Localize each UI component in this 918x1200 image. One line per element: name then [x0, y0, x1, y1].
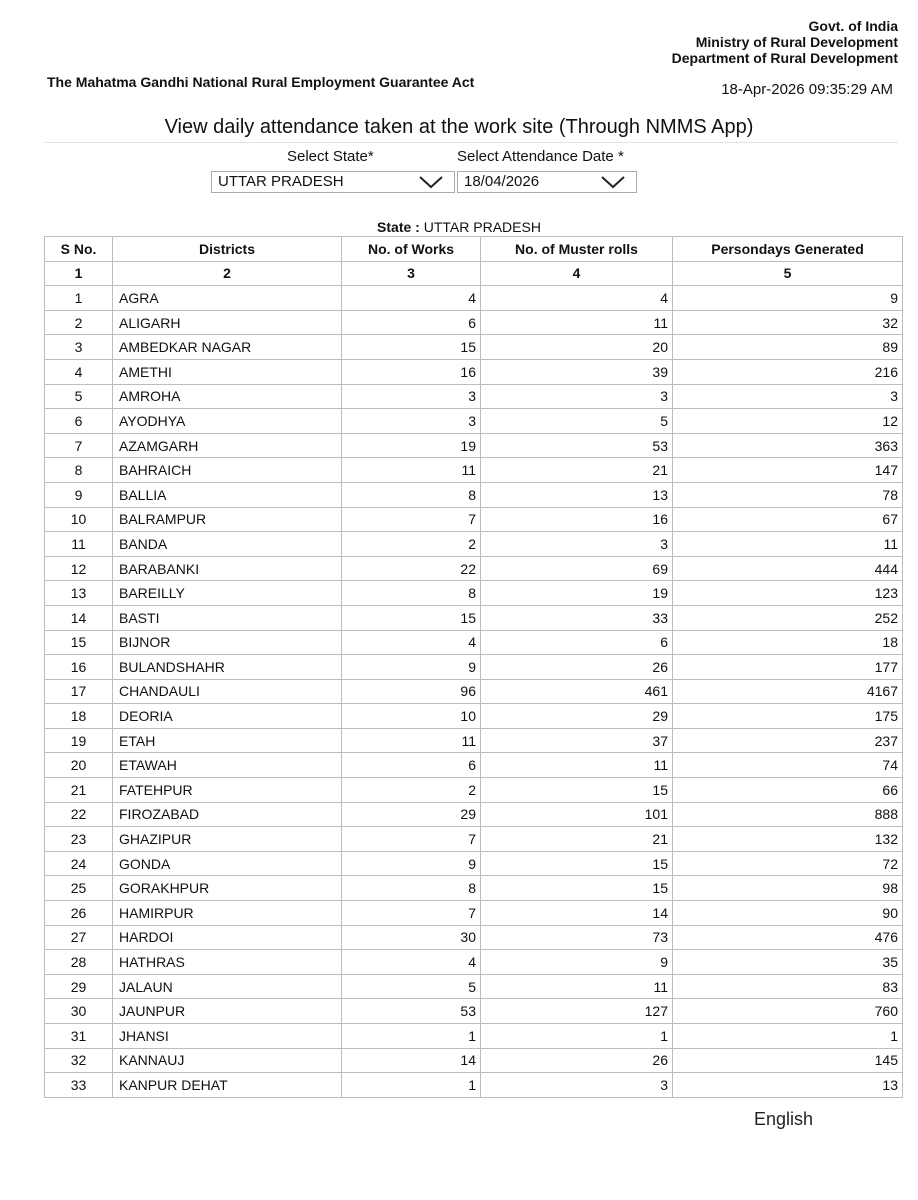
cell-no-of-works: 16	[342, 359, 481, 384]
cell-s-no: 1	[45, 286, 113, 311]
cell-persondays: 3	[673, 384, 903, 409]
cell-persondays: 147	[673, 458, 903, 483]
cell-persondays: 444	[673, 556, 903, 581]
cell-no-of-works: 7	[342, 827, 481, 852]
cell-no-of-works: 1	[342, 1024, 481, 1049]
cell-district[interactable]: BASTI	[113, 605, 342, 630]
cell-persondays: 175	[673, 704, 903, 729]
cell-no-of-muster-rolls: 73	[481, 925, 673, 950]
cell-no-of-muster-rolls: 4	[481, 286, 673, 311]
cell-s-no: 32	[45, 1048, 113, 1073]
cell-district[interactable]: AYODHYA	[113, 409, 342, 434]
cell-no-of-works: 8	[342, 482, 481, 507]
cell-no-of-muster-rolls: 11	[481, 753, 673, 778]
table-row	[45, 974, 903, 999]
cell-district[interactable]: ETAH	[113, 728, 342, 753]
cell-no-of-muster-rolls: 3	[481, 1073, 673, 1098]
cell-s-no: 11	[45, 532, 113, 557]
cell-persondays: 252	[673, 605, 903, 630]
cell-district[interactable]: HARDOI	[113, 925, 342, 950]
cell-s-no: 23	[45, 827, 113, 852]
cell-district[interactable]: HATHRAS	[113, 950, 342, 975]
cell-no-of-works: 7	[342, 901, 481, 926]
language-button[interactable]: English	[754, 1109, 814, 1129]
cell-district[interactable]: JAUNPUR	[113, 999, 342, 1024]
cell-district[interactable]: GONDA	[113, 851, 342, 876]
cell-s-no: 28	[45, 950, 113, 975]
cell-s-no: 17	[45, 679, 113, 704]
cell-no-of-works: 15	[342, 335, 481, 360]
table-row	[45, 851, 903, 876]
table-row	[45, 286, 903, 311]
cell-no-of-works: 9	[342, 655, 481, 680]
cell-no-of-muster-rolls: 461	[481, 679, 673, 704]
table-row	[45, 335, 903, 360]
cell-no-of-muster-rolls: 101	[481, 802, 673, 827]
cell-no-of-muster-rolls: 53	[481, 433, 673, 458]
table-row	[45, 753, 903, 778]
cell-persondays: 132	[673, 827, 903, 852]
cell-s-no: 9	[45, 482, 113, 507]
cell-district[interactable]: AZAMGARH	[113, 433, 342, 458]
cell-persondays: 123	[673, 581, 903, 606]
cell-no-of-works: 15	[342, 605, 481, 630]
state-caption	[0, 219, 918, 235]
cell-district[interactable]: BALLIA	[113, 482, 342, 507]
ministry-header	[672, 18, 898, 66]
state-select-label-text: Select State	[287, 148, 368, 165]
table-row	[45, 384, 903, 409]
cell-persondays: 74	[673, 753, 903, 778]
table-row	[45, 999, 903, 1024]
cell-persondays: 35	[673, 950, 903, 975]
department-label: Department of Rural Development	[671, 50, 898, 66]
cell-no-of-works: 22	[342, 556, 481, 581]
table-row	[45, 704, 903, 729]
cell-persondays: 363	[673, 433, 903, 458]
cell-s-no: 4	[45, 359, 113, 384]
cell-no-of-muster-rolls: 16	[481, 507, 673, 532]
cell-no-of-works: 9	[342, 851, 481, 876]
cell-no-of-muster-rolls: 11	[481, 974, 673, 999]
table-row	[45, 630, 903, 655]
cell-no-of-muster-rolls: 3	[481, 532, 673, 557]
cell-district[interactable]: BULANDSHAHR	[113, 655, 342, 680]
cell-no-of-works: 3	[342, 409, 481, 434]
column-number: 5	[673, 261, 903, 286]
table-row	[45, 802, 903, 827]
cell-no-of-works: 1	[342, 1073, 481, 1098]
cell-s-no: 18	[45, 704, 113, 729]
cell-district[interactable]: DEORIA	[113, 704, 342, 729]
cell-district[interactable]: BAHRAICH	[113, 458, 342, 483]
cell-s-no: 29	[45, 974, 113, 999]
page-title: View daily attendance taken at the work site (Through NMMS App)	[164, 116, 754, 138]
cell-district[interactable]: AGRA	[113, 286, 342, 311]
column-number-row	[45, 261, 903, 286]
cell-s-no: 25	[45, 876, 113, 901]
table-row	[45, 925, 903, 950]
column-number: 1	[45, 261, 113, 286]
cell-persondays: 13	[673, 1073, 903, 1098]
cell-district[interactable]: JHANSI	[113, 1024, 342, 1049]
table-row	[45, 581, 903, 606]
cell-district[interactable]: GORAKHPUR	[113, 876, 342, 901]
state-select[interactable]	[211, 171, 455, 193]
cell-s-no: 12	[45, 556, 113, 581]
table-row	[45, 458, 903, 483]
cell-no-of-works: 8	[342, 581, 481, 606]
cell-s-no: 14	[45, 605, 113, 630]
cell-no-of-works: 14	[342, 1048, 481, 1073]
cell-no-of-works: 29	[342, 802, 481, 827]
cell-persondays: 67	[673, 507, 903, 532]
date-select[interactable]	[457, 171, 637, 193]
cell-no-of-muster-rolls: 26	[481, 1048, 673, 1073]
cell-s-no: 8	[45, 458, 113, 483]
table-row	[45, 1024, 903, 1049]
cell-s-no: 16	[45, 655, 113, 680]
cell-no-of-muster-rolls: 39	[481, 359, 673, 384]
cell-no-of-muster-rolls: 69	[481, 556, 673, 581]
cell-s-no: 27	[45, 925, 113, 950]
header-districts: Districts	[113, 237, 342, 262]
cell-s-no: 31	[45, 1024, 113, 1049]
table-row	[45, 728, 903, 753]
cell-district[interactable]: BARABANKI	[113, 556, 342, 581]
cell-no-of-works: 96	[342, 679, 481, 704]
govt-label: Govt. of India	[808, 18, 898, 34]
cell-district[interactable]: KANNAUJ	[113, 1048, 342, 1073]
cell-persondays: 12	[673, 409, 903, 434]
cell-district[interactable]: AMROHA	[113, 384, 342, 409]
cell-no-of-works: 6	[342, 753, 481, 778]
date-select-label-text: Select Attendance Date	[457, 148, 614, 165]
table-row	[45, 482, 903, 507]
cell-persondays: 66	[673, 778, 903, 803]
cell-no-of-muster-rolls: 19	[481, 581, 673, 606]
cell-s-no: 15	[45, 630, 113, 655]
column-number: 2	[113, 261, 342, 286]
cell-persondays: 760	[673, 999, 903, 1024]
cell-district[interactable]: KANPUR DEHAT	[113, 1073, 342, 1098]
table-row	[45, 1073, 903, 1098]
cell-no-of-muster-rolls: 21	[481, 827, 673, 852]
header-s-no: S No.	[45, 237, 113, 262]
cell-s-no: 5	[45, 384, 113, 409]
table-row	[45, 433, 903, 458]
cell-persondays: 98	[673, 876, 903, 901]
cell-no-of-muster-rolls: 11	[481, 310, 673, 335]
header-no-of-works: No. of Works	[342, 237, 481, 262]
cell-s-no: 19	[45, 728, 113, 753]
cell-district[interactable]: GHAZIPUR	[113, 827, 342, 852]
table-row	[45, 605, 903, 630]
cell-no-of-muster-rolls: 6	[481, 630, 673, 655]
cell-no-of-works: 19	[342, 433, 481, 458]
table-row	[45, 1048, 903, 1073]
cell-no-of-muster-rolls: 5	[481, 409, 673, 434]
cell-district[interactable]: FATEHPUR	[113, 778, 342, 803]
table-row	[45, 507, 903, 532]
table-row	[45, 901, 903, 926]
cell-s-no: 24	[45, 851, 113, 876]
cell-district[interactable]: HAMIRPUR	[113, 901, 342, 926]
state-caption-value: UTTAR PRADESH	[423, 219, 541, 235]
cell-no-of-muster-rolls: 3	[481, 384, 673, 409]
cell-no-of-muster-rolls: 20	[481, 335, 673, 360]
cell-s-no: 30	[45, 999, 113, 1024]
cell-persondays: 11	[673, 532, 903, 557]
cell-persondays: 89	[673, 335, 903, 360]
cell-no-of-muster-rolls: 1	[481, 1024, 673, 1049]
cell-no-of-works: 11	[342, 728, 481, 753]
title-divider	[44, 142, 898, 143]
chevron-down-icon	[418, 174, 444, 190]
cell-persondays: 4167	[673, 679, 903, 704]
cell-no-of-works: 5	[342, 974, 481, 999]
cell-no-of-works: 7	[342, 507, 481, 532]
cell-district[interactable]: AMETHI	[113, 359, 342, 384]
table-body	[45, 286, 903, 1098]
cell-district[interactable]: CHANDAULI	[113, 679, 342, 704]
date-select-value: 18/04/2026	[464, 173, 540, 190]
cell-s-no: 10	[45, 507, 113, 532]
cell-no-of-muster-rolls: 26	[481, 655, 673, 680]
cell-district[interactable]: FIROZABAD	[113, 802, 342, 827]
table-header-row	[45, 237, 903, 262]
cell-persondays: 72	[673, 851, 903, 876]
cell-no-of-muster-rolls: 15	[481, 778, 673, 803]
cell-s-no: 20	[45, 753, 113, 778]
cell-s-no: 21	[45, 778, 113, 803]
table-row	[45, 409, 903, 434]
required-mark: *	[367, 148, 374, 165]
cell-persondays: 888	[673, 802, 903, 827]
table-row	[45, 556, 903, 581]
attendance-table	[44, 236, 903, 1098]
cell-no-of-works: 6	[342, 310, 481, 335]
cell-district[interactable]: BANDA	[113, 532, 342, 557]
state-select-label	[287, 148, 374, 165]
cell-no-of-works: 11	[342, 458, 481, 483]
header-no-of-muster-rolls: No. of Muster rolls	[481, 237, 673, 262]
cell-s-no: 7	[45, 433, 113, 458]
column-number: 4	[481, 261, 673, 286]
state-caption-label: State :	[377, 219, 420, 235]
cell-s-no: 22	[45, 802, 113, 827]
ministry-label: Ministry of Rural Development	[695, 34, 898, 50]
table-row	[45, 310, 903, 335]
cell-no-of-muster-rolls: 29	[481, 704, 673, 729]
cell-district[interactable]: BALRAMPUR	[113, 507, 342, 532]
table-row	[45, 532, 903, 557]
cell-persondays: 83	[673, 974, 903, 999]
scheme-name: The Mahatma Gandhi National Rural Employment Guarantee Act	[47, 74, 475, 90]
cell-s-no: 26	[45, 901, 113, 926]
cell-no-of-muster-rolls: 15	[481, 851, 673, 876]
state-select-value: UTTAR PRADESH	[218, 173, 344, 190]
cell-no-of-works: 10	[342, 704, 481, 729]
cell-persondays: 145	[673, 1048, 903, 1073]
required-mark: *	[617, 148, 624, 165]
chevron-down-icon	[600, 174, 626, 190]
cell-no-of-works: 3	[342, 384, 481, 409]
cell-district[interactable]: AMBEDKAR NAGAR	[113, 335, 342, 360]
header-persondays-generated: Persondays Generated	[673, 237, 903, 262]
cell-no-of-works: 4	[342, 286, 481, 311]
cell-persondays: 1	[673, 1024, 903, 1049]
table-row	[45, 827, 903, 852]
cell-s-no: 13	[45, 581, 113, 606]
cell-no-of-muster-rolls: 37	[481, 728, 673, 753]
cell-persondays: 237	[673, 728, 903, 753]
cell-district[interactable]: BIJNOR	[113, 630, 342, 655]
table-row	[45, 655, 903, 680]
cell-no-of-works: 53	[342, 999, 481, 1024]
cell-persondays: 90	[673, 901, 903, 926]
cell-district[interactable]: ALIGARH	[113, 310, 342, 335]
cell-no-of-muster-rolls: 14	[481, 901, 673, 926]
cell-no-of-works: 2	[342, 778, 481, 803]
cell-no-of-muster-rolls: 127	[481, 999, 673, 1024]
cell-no-of-muster-rolls: 9	[481, 950, 673, 975]
cell-no-of-muster-rolls: 13	[481, 482, 673, 507]
cell-no-of-works: 8	[342, 876, 481, 901]
cell-s-no: 3	[45, 335, 113, 360]
table-row	[45, 778, 903, 803]
cell-no-of-muster-rolls: 21	[481, 458, 673, 483]
cell-s-no: 2	[45, 310, 113, 335]
report-timestamp: 18-Apr-2026 09:35:29 AM	[721, 81, 893, 98]
table-row	[45, 679, 903, 704]
cell-district[interactable]: BAREILLY	[113, 581, 342, 606]
cell-no-of-works: 4	[342, 630, 481, 655]
table-row	[45, 876, 903, 901]
cell-persondays: 216	[673, 359, 903, 384]
cell-persondays: 32	[673, 310, 903, 335]
column-number: 3	[342, 261, 481, 286]
cell-district[interactable]: JALAUN	[113, 974, 342, 999]
cell-s-no: 33	[45, 1073, 113, 1098]
cell-persondays: 476	[673, 925, 903, 950]
date-select-label	[457, 148, 624, 165]
cell-no-of-muster-rolls: 15	[481, 876, 673, 901]
cell-persondays: 177	[673, 655, 903, 680]
cell-persondays: 9	[673, 286, 903, 311]
cell-persondays: 78	[673, 482, 903, 507]
cell-s-no: 6	[45, 409, 113, 434]
table-row	[45, 950, 903, 975]
cell-district[interactable]: ETAWAH	[113, 753, 342, 778]
cell-no-of-muster-rolls: 33	[481, 605, 673, 630]
cell-no-of-works: 30	[342, 925, 481, 950]
cell-no-of-works: 4	[342, 950, 481, 975]
table-row	[45, 359, 903, 384]
cell-no-of-works: 2	[342, 532, 481, 557]
cell-persondays: 18	[673, 630, 903, 655]
